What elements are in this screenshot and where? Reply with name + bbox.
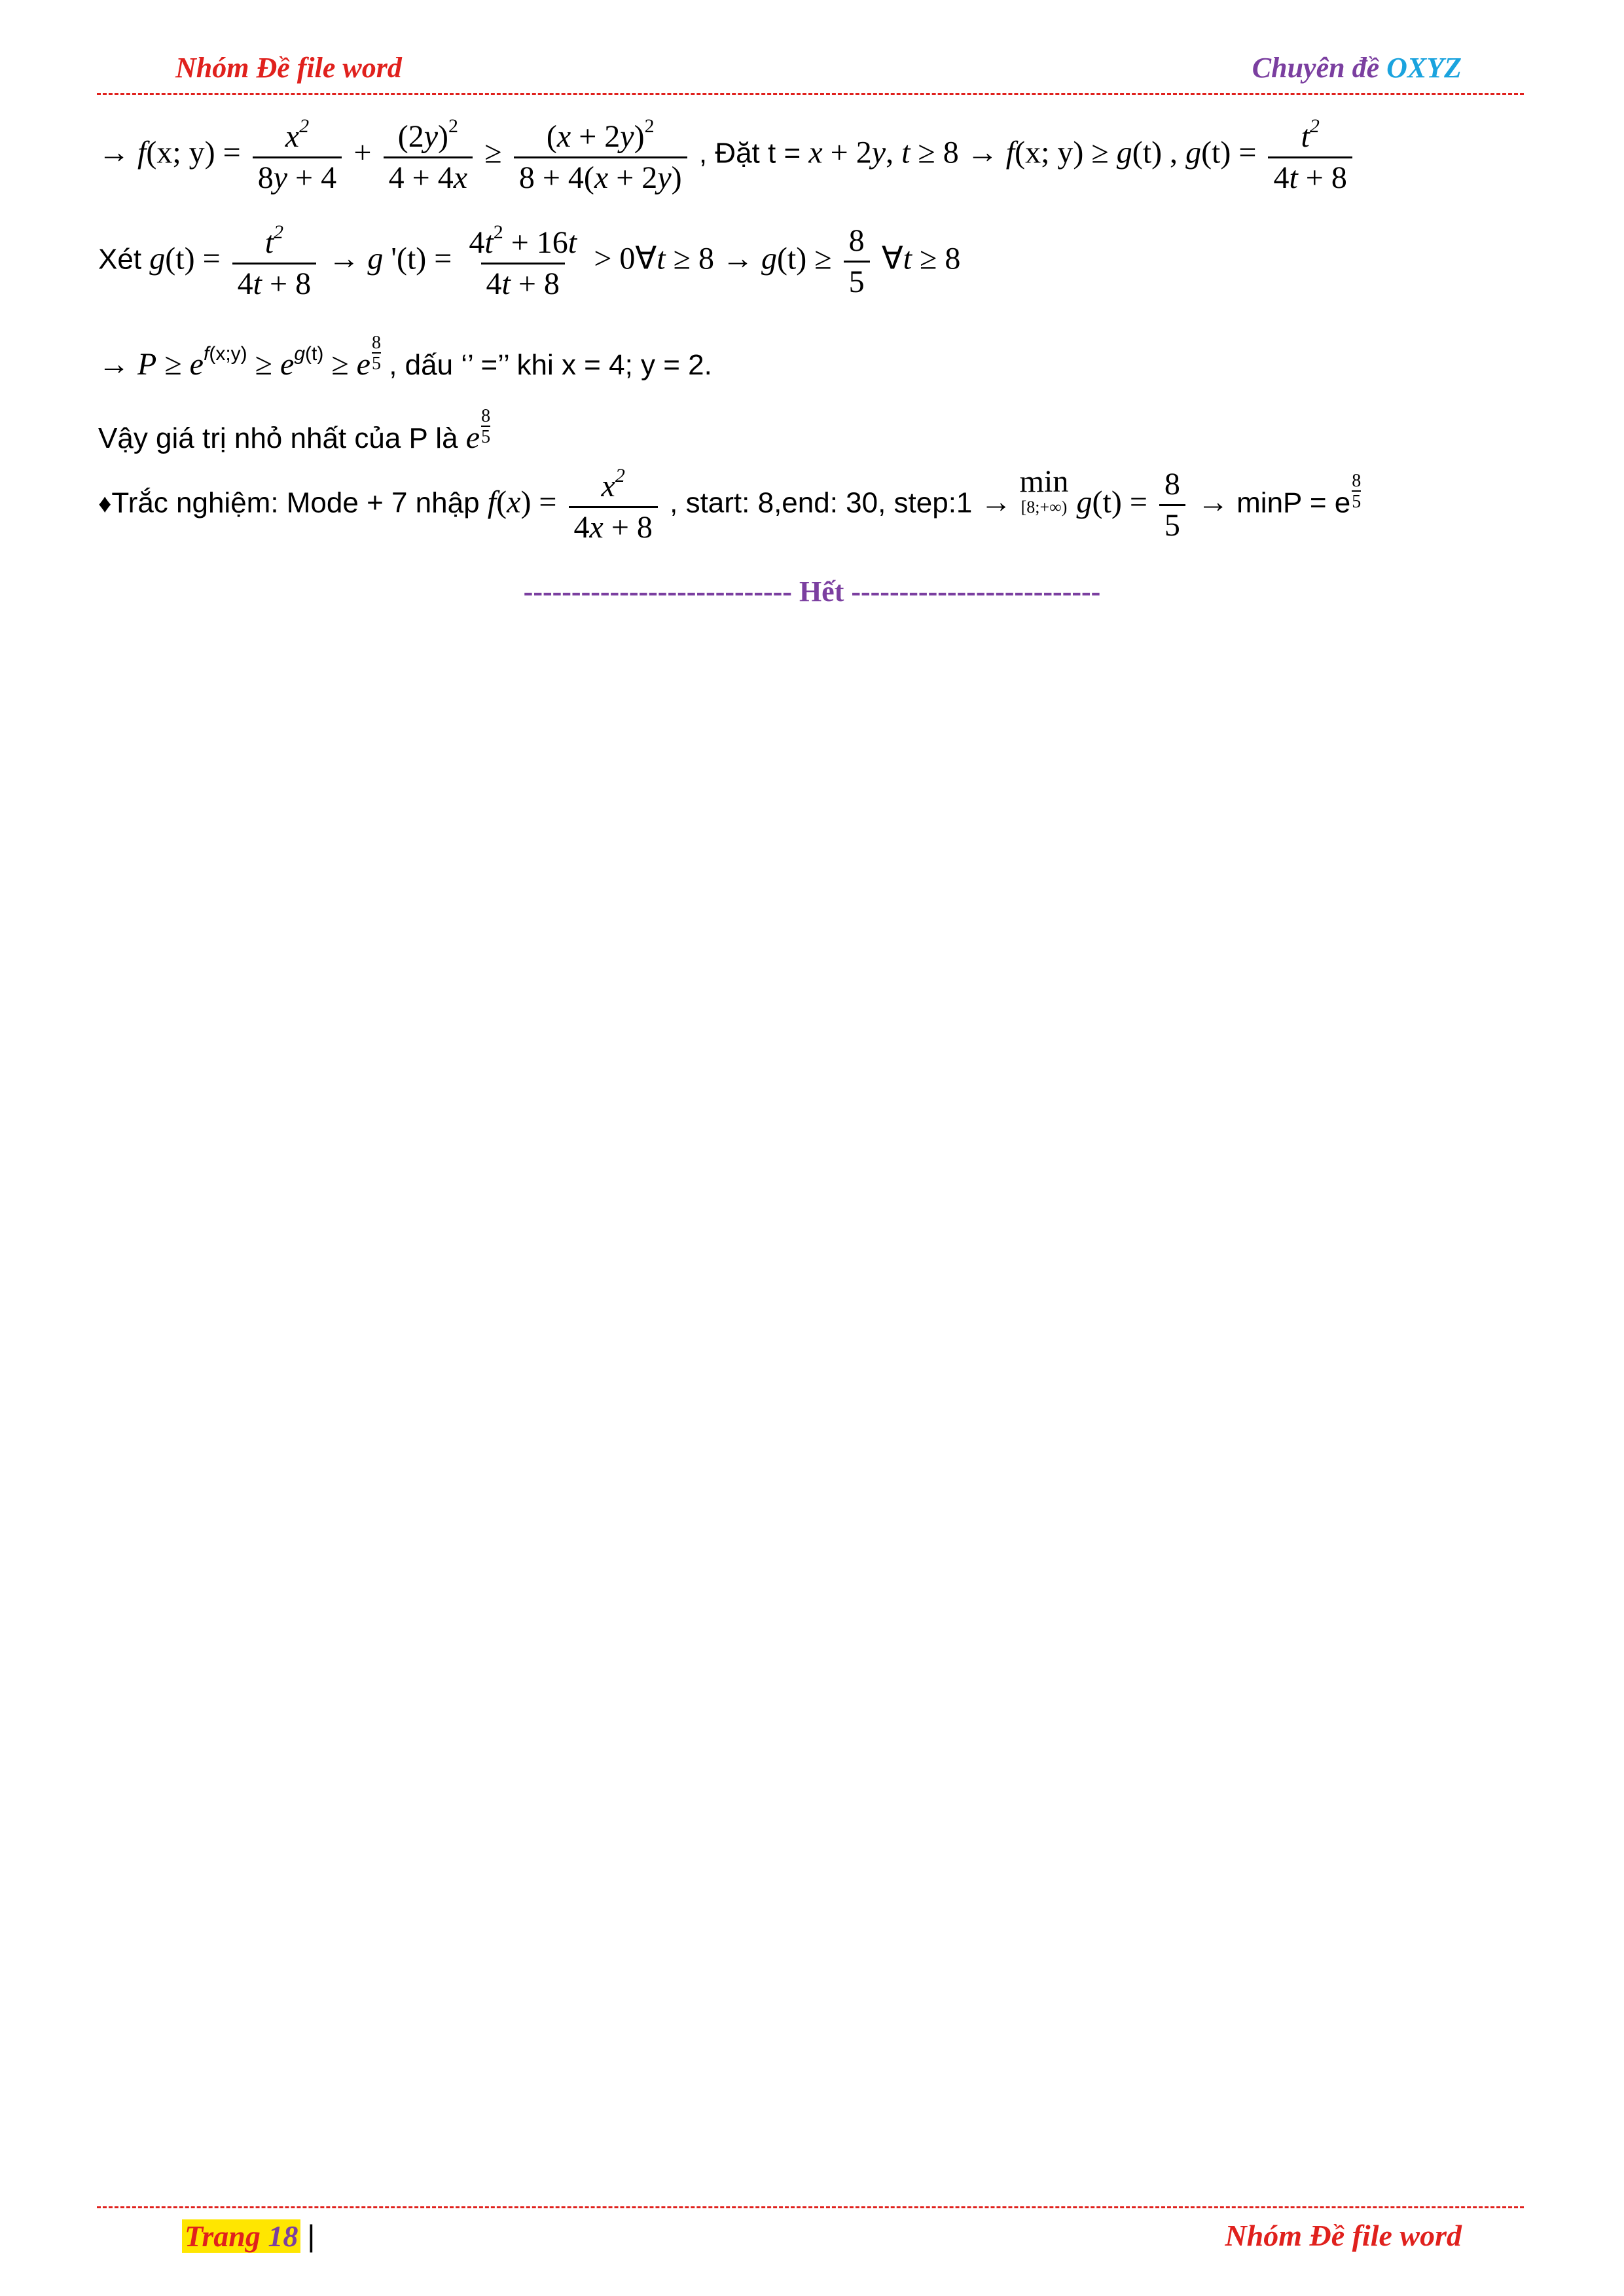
text-trac-nghiem: Trắc nghiệm: Mode + 7 nhập bbox=[111, 486, 480, 519]
text-conclusion: Vậy giá trị nhỏ nhất của P là bbox=[98, 422, 458, 454]
text-dat-t: , Đặt t = bbox=[698, 137, 809, 170]
text-equality: , dấu ‘’ =’’ khi x = 4; y = 2. bbox=[389, 349, 712, 381]
header-divider bbox=[97, 93, 1524, 95]
footer-divider bbox=[97, 2206, 1524, 2208]
header-topic bbox=[1252, 51, 1462, 84]
footer-trang-highlight bbox=[182, 2219, 300, 2253]
formula-line-2: Xét g(t) = $\frac{t^2}{4t + 8}$ → g '(t) = $\frac{4t^2 + 16t}{4t + 8}$ > 0∀t ≥ 8 → g(t) ≥ $\frac{8}{5}$ ∀t ≥ 8 bbox=[98, 221, 961, 301]
text-minP: minP = e bbox=[1236, 486, 1351, 519]
formula-line-4: Vậy giá trị nhỏ nhất của P là e $\frac{8}{5}$ bbox=[98, 406, 491, 455]
formula-line-3: → $P \ge e^{f(x;y)} \ge e^{g(t)} \ge e$ $\frac{8}{5}$ , dấu ‘’ =’’ khi x = 4; y = 2. bbox=[98, 333, 712, 382]
header-topic-accent: OXYZ bbox=[1386, 52, 1462, 84]
footer-page-number: 18 bbox=[268, 2219, 298, 2253]
footer-separator: | bbox=[307, 2219, 316, 2253]
footer-page-label bbox=[182, 2218, 315, 2253]
formula-line-5: ♦Trắc nghiệm: Mode + 7 nhập f(x) = $\frac{x^2}{4x + 8}$ , start: 8,end: 30, step:1 → min [8;+∞) g(t) = $\frac{8}{5}$ → minP = e $\frac{8}{5}$ bbox=[98, 464, 1362, 545]
end-marker: ---------------------------- Hết -------------------------- bbox=[523, 575, 1101, 608]
formula-line-1: → f(x; y) = $\frac{x^2}{8y + 4}$ + $\frac{(2y)^2}{4 + 4x}$ ≥ $\frac{(x + 2y)^2}{8 + 4(x + 2y)}$ , Đặt t = x + 2y, t ≥ 8 → f(x; y) ≥ g(t) , g(t) = $\frac{t^2}{4t + 8}$ bbox=[98, 117, 1356, 194]
footer-trang-text: Trang bbox=[185, 2219, 268, 2253]
header-group-name: Nhóm Đề file word bbox=[175, 52, 402, 84]
header-topic-main: Chuyên đề bbox=[1252, 52, 1387, 84]
text-xet: Xét bbox=[98, 243, 142, 276]
footer-group-name: Nhóm Đề file word bbox=[1225, 2219, 1462, 2252]
text-calculator-settings: , start: 8,end: 30, step:1 bbox=[670, 486, 973, 519]
